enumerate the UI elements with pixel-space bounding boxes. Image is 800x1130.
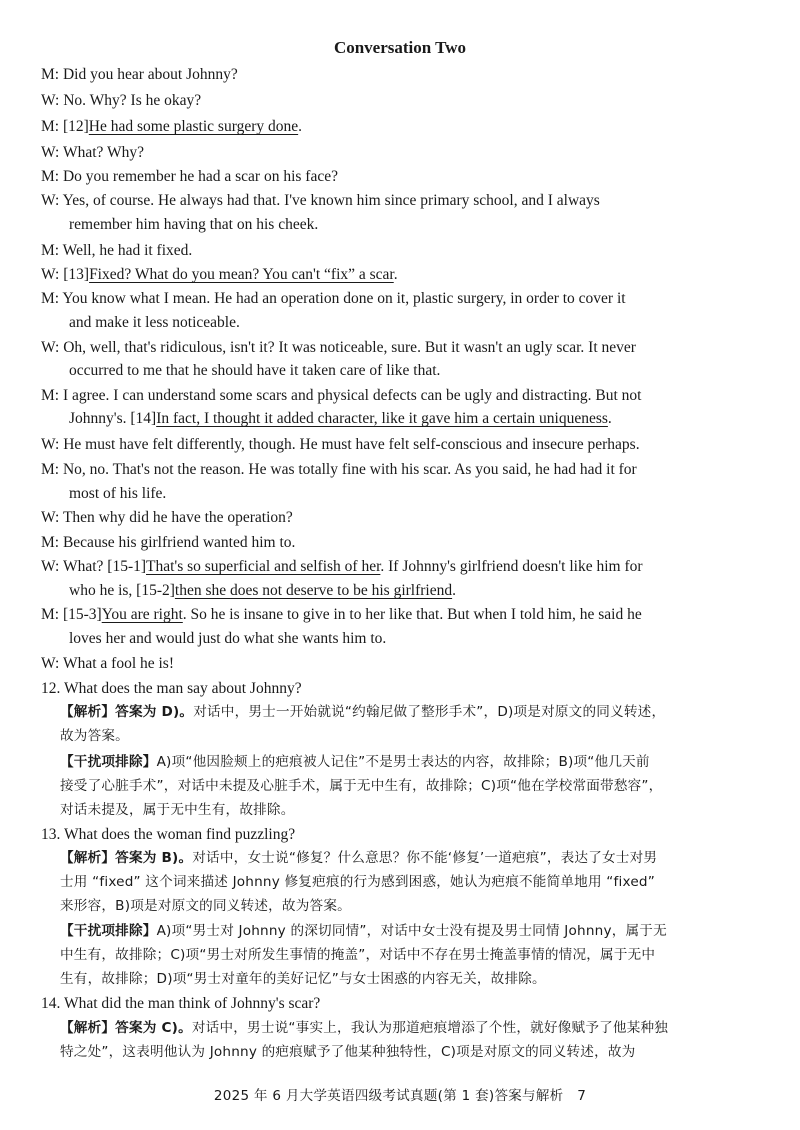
distractor-text: A)项“他因脸颊上的疤痕被人记住”不是男士表达的内容，故排除；B)项“他几天前 (156, 754, 650, 770)
dialogue-line-continued: occurred to me that he should have it taken care of like that. (69, 362, 441, 379)
dialogue-line (41, 264, 761, 286)
dialogue-line: M: I agree. I can understand some scars and physical defects can be ugly and distracting. But not (41, 387, 642, 404)
distractor-line (60, 751, 760, 773)
dialogue-line-continued (69, 580, 789, 602)
distractor-line: 中生有，故排除；C)项“男士对所发生事情的掩盖”，对话中不存在男士掩盖事情的情况，属于无中 (60, 947, 656, 963)
underlined-answer: then she does not deserve to be his girlfriend (174, 582, 453, 599)
analysis-line (60, 1017, 760, 1039)
dialogue-line-continued: loves her and would just do what she wants him to. (69, 630, 387, 647)
dialogue-line: M: Well, he had it fixed. (41, 242, 193, 259)
underlined-answer: That's so superficial and selfish of her (146, 558, 381, 575)
analysis-line (60, 701, 760, 723)
dialogue-line: W: No. Why? Is he okay? (41, 92, 202, 109)
analysis-text: 对话中，男士说“事实上，我认为那道疤痕增添了个性，就好像赋予了他某种独 (191, 1020, 669, 1036)
dialogue-line: W: What? Why? (41, 144, 145, 161)
marker: M: [12] (41, 118, 89, 135)
distractor-line (60, 920, 760, 942)
dialogue-line: W: Then why did he have the operation? (41, 509, 293, 526)
analysis-tag: 【解析】答案为 D)。 (60, 704, 194, 720)
marker: M: [15-3] (41, 606, 102, 623)
underlined-answer: Fixed? What do you mean? You can't “fix” a scar (89, 266, 394, 283)
dialogue-line-continued (69, 408, 789, 430)
marker: Johnny's. [14] (69, 410, 157, 427)
dialogue-line: M: Did you hear about Johnny? (41, 66, 238, 83)
analysis-line: 故为答案。 (60, 728, 129, 744)
dialogue-line: W: Yes, of course. He always had that. I've known him since primary school, and I always (41, 192, 600, 209)
analysis-line: 来形容，B)项是对原文的同义转述，故为答案。 (60, 898, 351, 914)
marker: W: What? [15-1] (41, 558, 147, 575)
line-text: . So he is insane to give in to her like that. But when I told him, he said he (182, 606, 642, 623)
dialogue-line (41, 556, 761, 578)
dialogue-line: W: Oh, well, that's ridiculous, isn't it? It was noticeable, sure. But it wasn't an ugly scar. It never (41, 339, 636, 356)
analysis-line (60, 847, 760, 869)
punctuation: . (393, 266, 398, 283)
dialogue-line-continued: remember him having that on his cheek. (69, 216, 319, 233)
dialogue-line: M: No, no. That's not the reason. He was totally fine with his scar. As you said, he had had it for (41, 461, 637, 478)
question-12: 12. What does the man say about Johnny? (41, 680, 302, 697)
distractor-line: 对话未提及，属于无中生有，故排除。 (60, 802, 295, 818)
page-footer: 2025 年 6 月大学英语四级考试真题(第 1 套)答案与解析 7 (213, 1088, 587, 1104)
distractor-text: A)项“男士对 Johnny 的深切同情”，对话中女士没有提及男士同情 Johnny，属于无 (156, 923, 667, 939)
punctuation: . (607, 410, 612, 427)
dialogue-line: W: He must have felt differently, though. He must have felt self-conscious and insecure perhaps. (41, 436, 640, 453)
dialogue-line: M: Because his girlfriend wanted him to. (41, 534, 296, 551)
underlined-answer: In fact, I thought it added character, like it gave him a certain uniqueness (156, 410, 608, 427)
dialogue-line: W: What a fool he is! (41, 655, 174, 672)
underlined-answer: You are right (101, 606, 183, 623)
analysis-text: 对话中，女士说“修复？什么意思？你不能‘修复’一道疤痕”，表达了女士对男 (192, 850, 658, 866)
analysis-tag: 【解析】答案为 B)。 (60, 850, 193, 866)
conversation-title: Conversation Two (333, 38, 467, 57)
distractor-line: 接受了心脏手术”，对话中未提及心脏手术，属于无中生有，故排除；C)项“他在学校常面带愁容”， (60, 778, 663, 794)
analysis-tag: 【解析】答案为 C)。 (60, 1020, 192, 1036)
question-14: 14. What did the man think of Johnny's scar? (41, 995, 321, 1012)
punctuation: . (298, 118, 303, 135)
punctuation: . (452, 582, 456, 599)
line-text: . If Johnny's girlfriend doesn't like him for (380, 558, 643, 575)
dialogue-line (41, 116, 761, 138)
dialogue-line (41, 604, 761, 626)
distractor-line: 生有，故排除；D)项“男士对童年的美好记忆”与女士困惑的内容无关，故排除。 (60, 971, 546, 987)
analysis-text: 对话中，男士一开始就说“约翰尼做了整形手术”，D)项是对原文的同义转述， (193, 704, 666, 720)
question-13: 13. What does the woman find puzzling? (41, 826, 296, 843)
dialogue-line: M: Do you remember he had a scar on his face? (41, 168, 338, 185)
distractor-tag: 【干扰项排除】 (60, 923, 157, 939)
underlined-answer: He had some plastic surgery done (88, 118, 299, 135)
analysis-line: 特之处”，这表明他认为 Johnny 的疤痕赋予了他某种独特性，C)项是对原文的同义转述，故为 (60, 1044, 636, 1060)
distractor-tag: 【干扰项排除】 (60, 754, 157, 770)
analysis-line: 士用 “fixed” 这个词来描述 Johnny 修复疤痕的行为感到困惑，她认为疤痕不能简单地用 “fixed” (60, 874, 655, 890)
marker: who he is, [15-2] (69, 582, 175, 599)
dialogue-line-continued: most of his life. (69, 485, 167, 502)
marker: W: [13] (41, 266, 90, 283)
dialogue-line-continued: and make it less noticeable. (69, 314, 240, 331)
dialogue-line: M: You know what I mean. He had an operation done on it, plastic surgery, in order to cover it (41, 290, 626, 307)
